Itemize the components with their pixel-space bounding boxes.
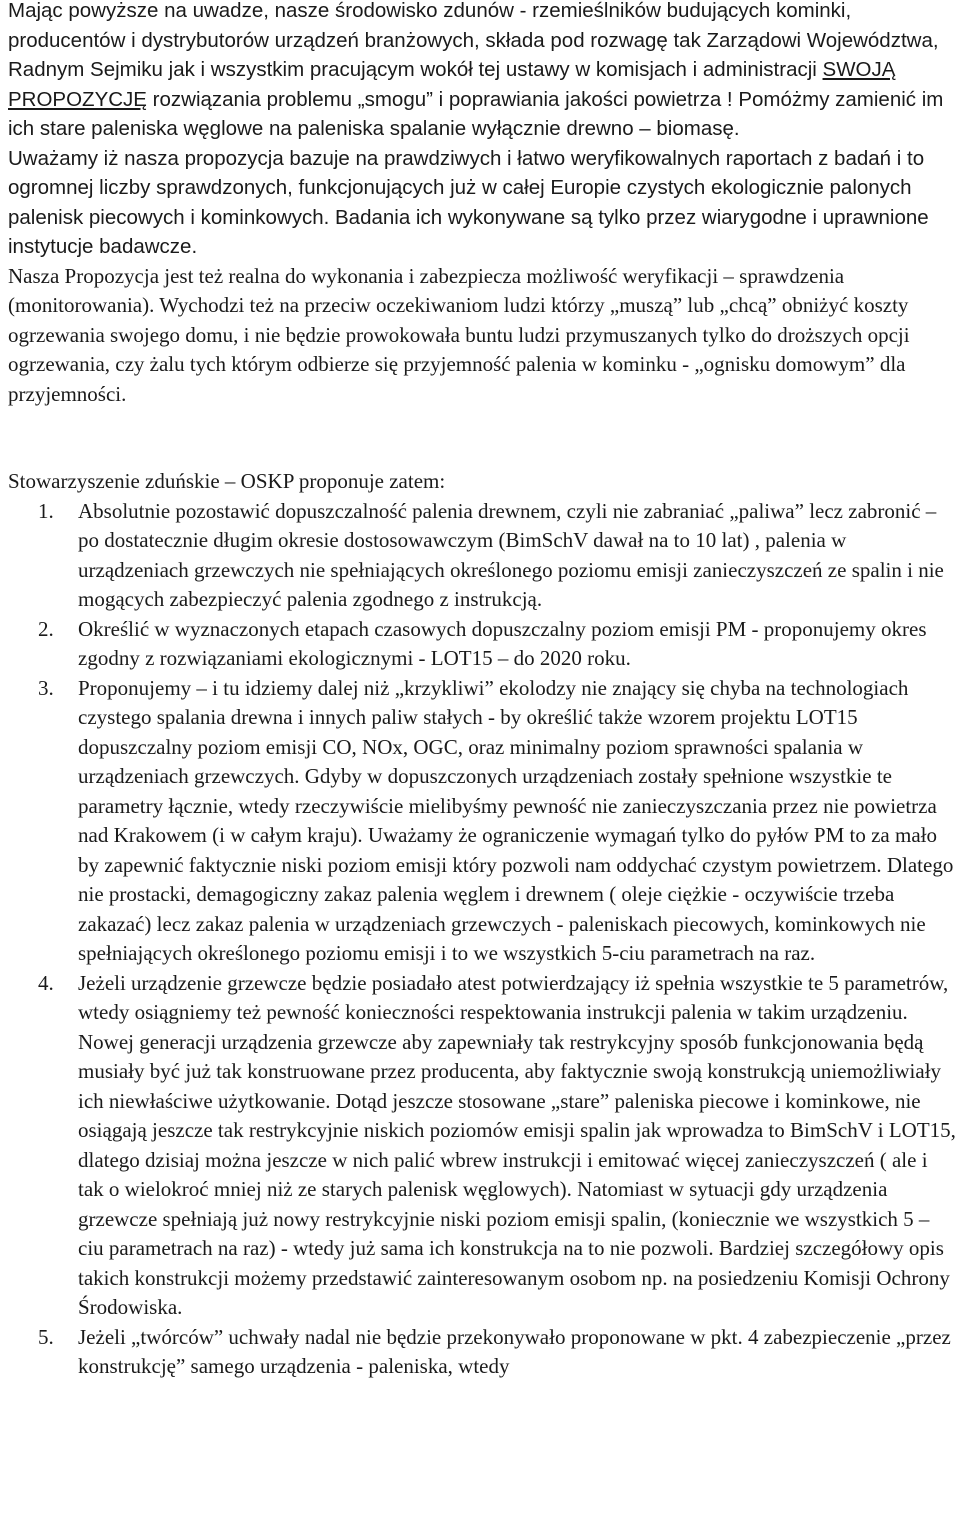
list-item <box>8 1323 958 1382</box>
list-item-number: 3. <box>38 675 54 700</box>
list-item-number: 5. <box>38 1324 54 1349</box>
research-paragraph: Uważamy iż nasza propozycja bazuje na prawdziwych i łatwo weryfikowalnych raportach z badań i to ogromnej liczby sprawdzonych, funkcjonujących już w całej Europie czystych ekologicznie palonych palenisk piecowych i kominkowych. Badania ich wykonywane są tylko przez wiarygodne i uprawnione instytucje badawcze. <box>8 146 929 258</box>
proposal-underlined: SWOJĄ PROPOZYCJĘ <box>8 58 896 111</box>
list-item-text: Jeżeli „twórców” uchwały nadal nie będzie przekonywało proponowane w pkt. 4 zabezpieczenie „przez konstrukcję” samego urządzenia - paleniska, wtedy <box>78 1324 951 1378</box>
list-item-number: 1. <box>38 498 54 523</box>
list-item <box>8 615 958 674</box>
list-item-text: Proponujemy – i tu idziemy dalej niż „krzykliwi” ekolodzy nie znający się chyba na technologiach czystego spalania drewna i innych paliw stałych - by określić także wzorem projektu LOT15 dopuszczalny poziom emisji CO, NOx, OGC, oraz minimalny poziom sprawności spalania w urządzeniach grzewczych. Gdyby w dopuszczonych urządzeniach zostały spełnione wszystkie te parametry łącznie, wtedy rzeczywiście mielibyśmy pewność nie zanieczyszczania przez nie powietrza nad Krakowem (i w całym kraju). Uważamy że ograniczenie wymagań tylko do pyłów PM to za mało by zapewnić faktycznie niski poziom emisji który pozwoli nam oddychać czystym powietrzem. Dlatego nie prostacki, demagogiczny zakaz palenia węglem i drewnem ( oleje ciężkie - oczywiście trzeba zakazać) lecz zakaz palenia w urządzeniach grzewczych - paleniskach piecowych, kominkowych nie spełniających określonego poziomu emisji i to we wszystkich 5-ciu parametrach na raz. <box>78 675 954 965</box>
document-page <box>8 0 958 1382</box>
proposal-list <box>8 497 958 1382</box>
verification-paragraph: Nasza Propozycja jest też realna do wykonania i zabezpiecza możliwość weryfikacji – sprawdzenia (monitorowania). Wychodzi też na przeciw oczekiwaniom ludzi którzy „muszą” lub „chcą” obniżyć koszty ogrzewania swojego domu, i nie będzie prowokowała buntu ludzi przymuszanych tylko do droższych opcji ogrzewania, czy żalu tych którym odbierze się przyjemność palenia w kominku - „ognisku domowym” dla przyjemności. <box>8 263 910 406</box>
list-item-text: Absolutnie pozostawić dopuszczalność palenia drewnem, czyli nie zabraniać „paliwa” lecz zabronić – po dostatecznie długim okresie dostosowawczym (BimSchV dawał na to 10 lat) , palenia w urządzeniach grzewczych nie spełniających określonego poziomu emisji zanieczyszczeń ze spalin i nie mogących zabezpieczyć palenia zgodnego z instrukcją. <box>78 498 944 611</box>
list-item <box>8 497 958 615</box>
intro-paragraph <box>8 0 958 144</box>
list-item-number: 4. <box>38 970 54 995</box>
intro-text-start: Mając powyższe na uwadze, nasze środowisko zdunów - rzemieślników budujących kominki, producentów i dystrybutorów urządzeń branżowych, składa pod rozwagę tak Zarządowi Województwa, Radnym Sejmiku jak i wszystkim pracującym wokół tej ustawy w komisjach i administracji <box>8 0 939 81</box>
list-item <box>8 969 958 1323</box>
list-intro: Stowarzyszenie zduńskie – OSKP proponuje zatem: <box>8 469 446 493</box>
intro-text-end: rozwiązania problemu „smogu” i poprawiania jakości powietrza ! Pomóżmy zamienić im ich stare paleniska węglowe na paleniska spalanie wyłącznie drewno – biomasę. <box>8 87 944 140</box>
list-item-number: 2. <box>38 616 54 641</box>
list-item-text: Określić w wyznaczonych etapach czasowych dopuszczalny poziom emisji PM - proponujemy okres zgodny z rozwiązaniami ekologicznymi - LOT15 – do 2020 roku. <box>78 616 927 670</box>
list-item <box>8 674 958 969</box>
spacer <box>8 409 958 467</box>
list-item-text: Jeżeli urządzenie grzewcze będzie posiadało atest potwierdzający iż spełnia wszystkie te 5 parametrów, wtedy osiągniemy też pewność konieczności respektowania instrukcji palenia w takim urządzeniu. Nowej generacji urządzenia grzewcze aby zapewniały tak restrykcyjny sposób funkcjonowania będą musiały być już tak konstruowane przez producenta, aby faktycznie swoją konstrukcją uniemożliwiały ich niewłaściwe użytkowanie. Dotąd jeszcze stosowane „stare” paleniska piecowe i kominkowe, nie osiągają jeszcze tak restrykcyjnie niskich poziomów emisji spalin jak wprowadza to BimSchV i LOT15, dlatego dzisiaj można jeszcze w nich palić wbrew instrukcji i emitować więcej zanieczyszczeń ( ale i tak o wielokroć mniej niż ze starych palenisk węglowych). Natomiast w sytuacji gdy urządzenia grzewcze spełniają już nowy restrykcyjnie niski poziom emisji spalin, (koniecznie we wszystkich 5 – ciu parametrach na raz) - wtedy już sama ich konstrukcja na to nie pozwoli. Bardziej szczegółowy opis takich konstrukcji możemy przedstawić zainteresowanym osobom np. na posiedzeniu Komisji Ochrony Środowiska. <box>78 970 956 1319</box>
